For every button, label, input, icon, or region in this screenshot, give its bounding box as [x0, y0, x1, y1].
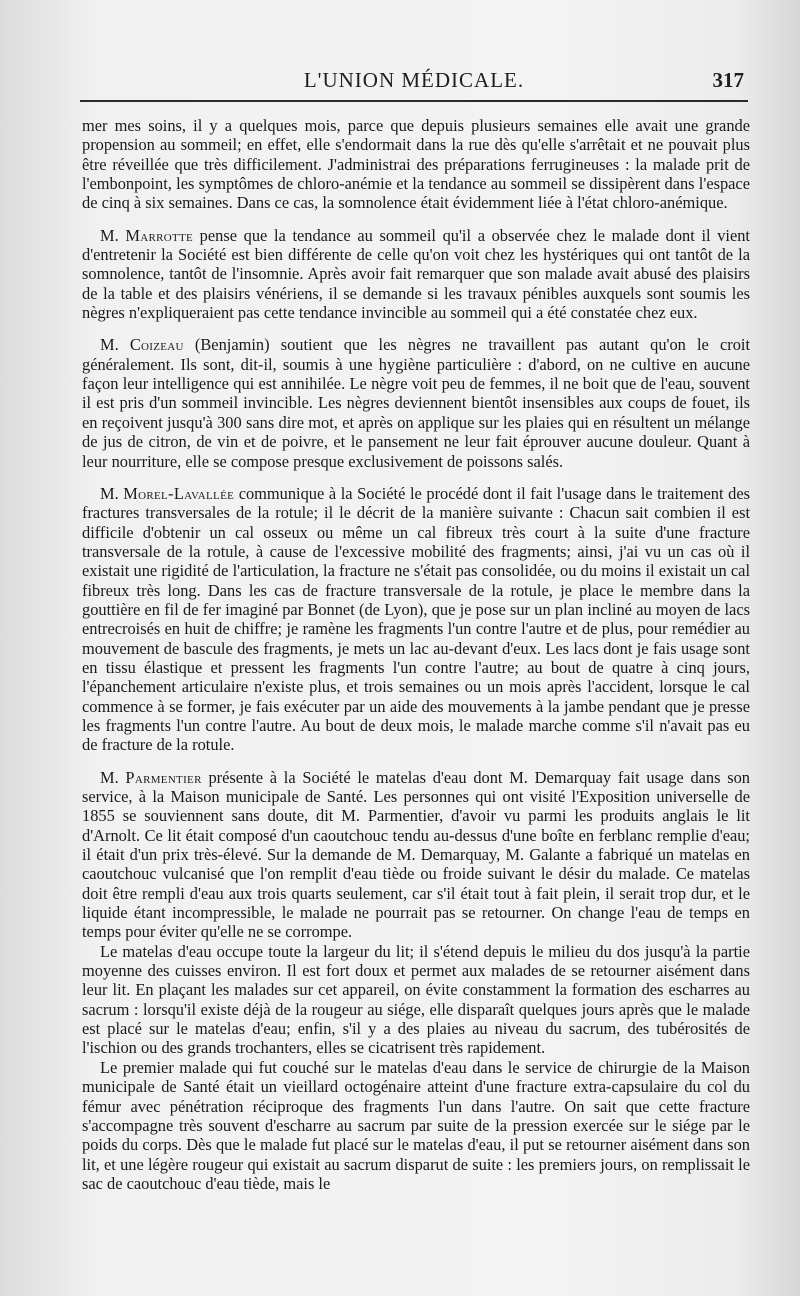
- page-body: [82, 116, 750, 1193]
- speaker-title: M.: [100, 767, 126, 787]
- paragraph-marrotte: [82, 226, 750, 323]
- speaker-name: Coizeau: [129, 335, 184, 355]
- paragraph-text: Le premier malade qui fut couché sur le matelas d'eau dans le service de chirurgie de la Maison municipale de Santé était un vieillard octogénaire atteint d'une fracture extra-capsulaire du col du fémur avec pénétration réciproque des fragments l'un dans l'autre. On sait que cette fracture s'accompagne très souvent d'escharre au sacrum par suite de la pression exercée sur le siége par le poids du corps. Dès que le malade fut placé sur le matelas d'eau, il put se retourner aisément dans son lit, et une légère rougeur qui existait au sacrum disparut de suite : les premiers jours, on remplissait le sac de caoutchouc d'eau tiède, mais le: [82, 1057, 750, 1193]
- page-header: [80, 66, 748, 100]
- paragraph-parmentier: [82, 768, 750, 942]
- paragraph-premier-malade: [82, 1058, 750, 1193]
- speaker-title: M.: [100, 483, 124, 503]
- paragraph-text: mer mes soins, il y a quelques mois, parce que depuis plusieurs semaines elle avait une grande propension au sommeil; en effet, elle s'endormait dans la rue dès qu'elle s'arrêtait et ne pouvait plus être réveillée que très difficilement. J'administrai des préparations ferrugineuses : la malade prit de l'embonpoint, les symptômes de chloro-anémie et la tendance au sommeil se dissipèrent dans l'espace de cinq à six semaines. Dans ce cas, la somnolence était évidemment liée à l'état chloro-anémique.: [82, 116, 750, 213]
- paragraph-continuation: [82, 116, 750, 213]
- header-rule: [80, 100, 748, 102]
- running-title: L'UNION MÉDICALE.: [303, 68, 525, 92]
- paragraph-text: communique à la Société le procédé dont il fait l'usage dans le traitement des fractures transversales de la rotule; il le décrit de la manière suivante : Chacun sait combien il est difficile d'obtenir un cal osseux ou même un cal fibreux très court à la suite d'une fracture transversale de la rotule, à cause de l'excessive mobilité des fragments; ainsi, j'ai vu un cas où il existait une rigidité de l'articulation, la fracture ne s'était pas consolidée, ou du moins il existait un cal fibreux très long. Dans les cas de fracture transversale de la rotule, je place le membre dans la gouttière en fil de fer imaginé par Bonnet (de Lyon), que je pose sur un plan incliné au moyen de lacs entrecroisés en huit de chiffre; je ramène les fragments l'un contre l'autre et de plus, pour remédier au mouvement de bascule des fragments, je mets un lac au-devant d'eux. Les lacs dont je fais usage sont en tissu élastique et pressent les fragments l'un contre l'autre; au bout de quatre à cinq jours, l'épanchement articulaire n'existe plus, et trois semaines ou un mois après l'accident, lorsque le cal commence à se former, je fais exécuter par un aide des mouvements à la jambe pendant que je presse les fragments l'un contre l'autre. Au bout de deux mois, le malade marche comme s'il n'avait pas eu de fracture de la rotule.: [82, 483, 750, 755]
- speaker-name: Parmentier: [125, 767, 202, 787]
- paragraph-text: pense que la tendance au sommeil qu'il a observée chez le malade dont il vient d'entretenir la Société est bien différente de celle qu'on voit chez les hystériques qui ont tantôt de la somnolence, tantôt de l'insomnie. Après avoir fait remarquer que son malade avait abusé des plaisirs de la table et des plaisirs vénériens, il se demande si les travaux pénibles auxquels sont soumis les nègres n'expliqueraient pas cette tendance invincible au sommeil qui a été constatée chez eux.: [82, 225, 750, 323]
- speaker-name: Morel-Lavallée: [123, 483, 235, 503]
- paragraph-text: présente à la Société le matelas d'eau dont M. Demarquay fait usage dans son service, à la Maison municipale de Santé. Les personnes qui ont visité l'Exposition universelle de 1855 se souviennent sans doute, dit M. Parmentier, d'avoir vu parmi les produits anglais le lit d'Arnolt. Ce lit était composé d'un caoutchouc tendu au-dessus d'une boîte en ferblanc remplie d'eau; il était d'un prix très-élevé. Sur la demande de M. Demarquay, M. Galante a fabriqué un matelas en caoutchouc vulcanisé que l'on remplit d'eau tiède ou froide suivant le désir du malade. Ce matelas doit être rempli d'eau aux trois quarts seulement, car s'il était tout à fait plein, il serait trop dur, et le liquide étant incompressible, le malade ne pourrait pas se retourner. On change l'eau de temps en temps pour éviter qu'elle ne se corrompe.: [82, 767, 751, 942]
- paragraph-coizeau: [82, 335, 750, 470]
- speaker-title: M.: [100, 225, 126, 245]
- page-number: 317: [712, 68, 744, 92]
- speaker-name: Marrotte: [125, 225, 194, 245]
- paragraph-morel-lavallee: [82, 484, 750, 755]
- paragraph-matelas: [82, 942, 750, 1058]
- paragraph-text: Le matelas d'eau occupe toute la largeur du lit; il s'étend depuis le milieu du dos jusqu'à la partie moyenne des cuisses environ. Il est fort doux et permet aux malades de se retourner aisément dans leur lit. En plaçant les malades sur cet appareil, on évite constamment la formation des escharres au sacrum : lorsqu'il existe déjà de la rougeur au siége, elle disparaît quelques jours après que le malade est placé sur le matelas d'eau; enfin, s'il y a des plaies au niveau du sacrum, des tubérosités de l'ischion ou des grands trochanters, elles se cicatrisent très rapidement.: [82, 941, 750, 1058]
- paragraph-text: (Benjamin) soutient que les nègres ne travaillent pas autant qu'on le croit généralement. Ils sont, dit-il, soumis à une hygiène particulière : d'abord, on ne cultive en aucune façon leur intelligence qui est annihilée. Le nègre voit peu de femmes, il ne boit que de l'eau, souvent il est pris d'un sommeil invincible. Les nègres deviennent bientôt insensibles aux coups de fouet, ils en reçoivent jusqu'à 300 sans dire mot, et après on applique sur les plaies qui en résultent un mélange de jus de citron, de vin et de poivre, et le pansement ne leur fait éprouver aucune douleur. Quant à leur nourriture, elle se compose presque exclusivement de poissons salés.: [82, 335, 750, 471]
- speaker-title: M.: [100, 335, 130, 355]
